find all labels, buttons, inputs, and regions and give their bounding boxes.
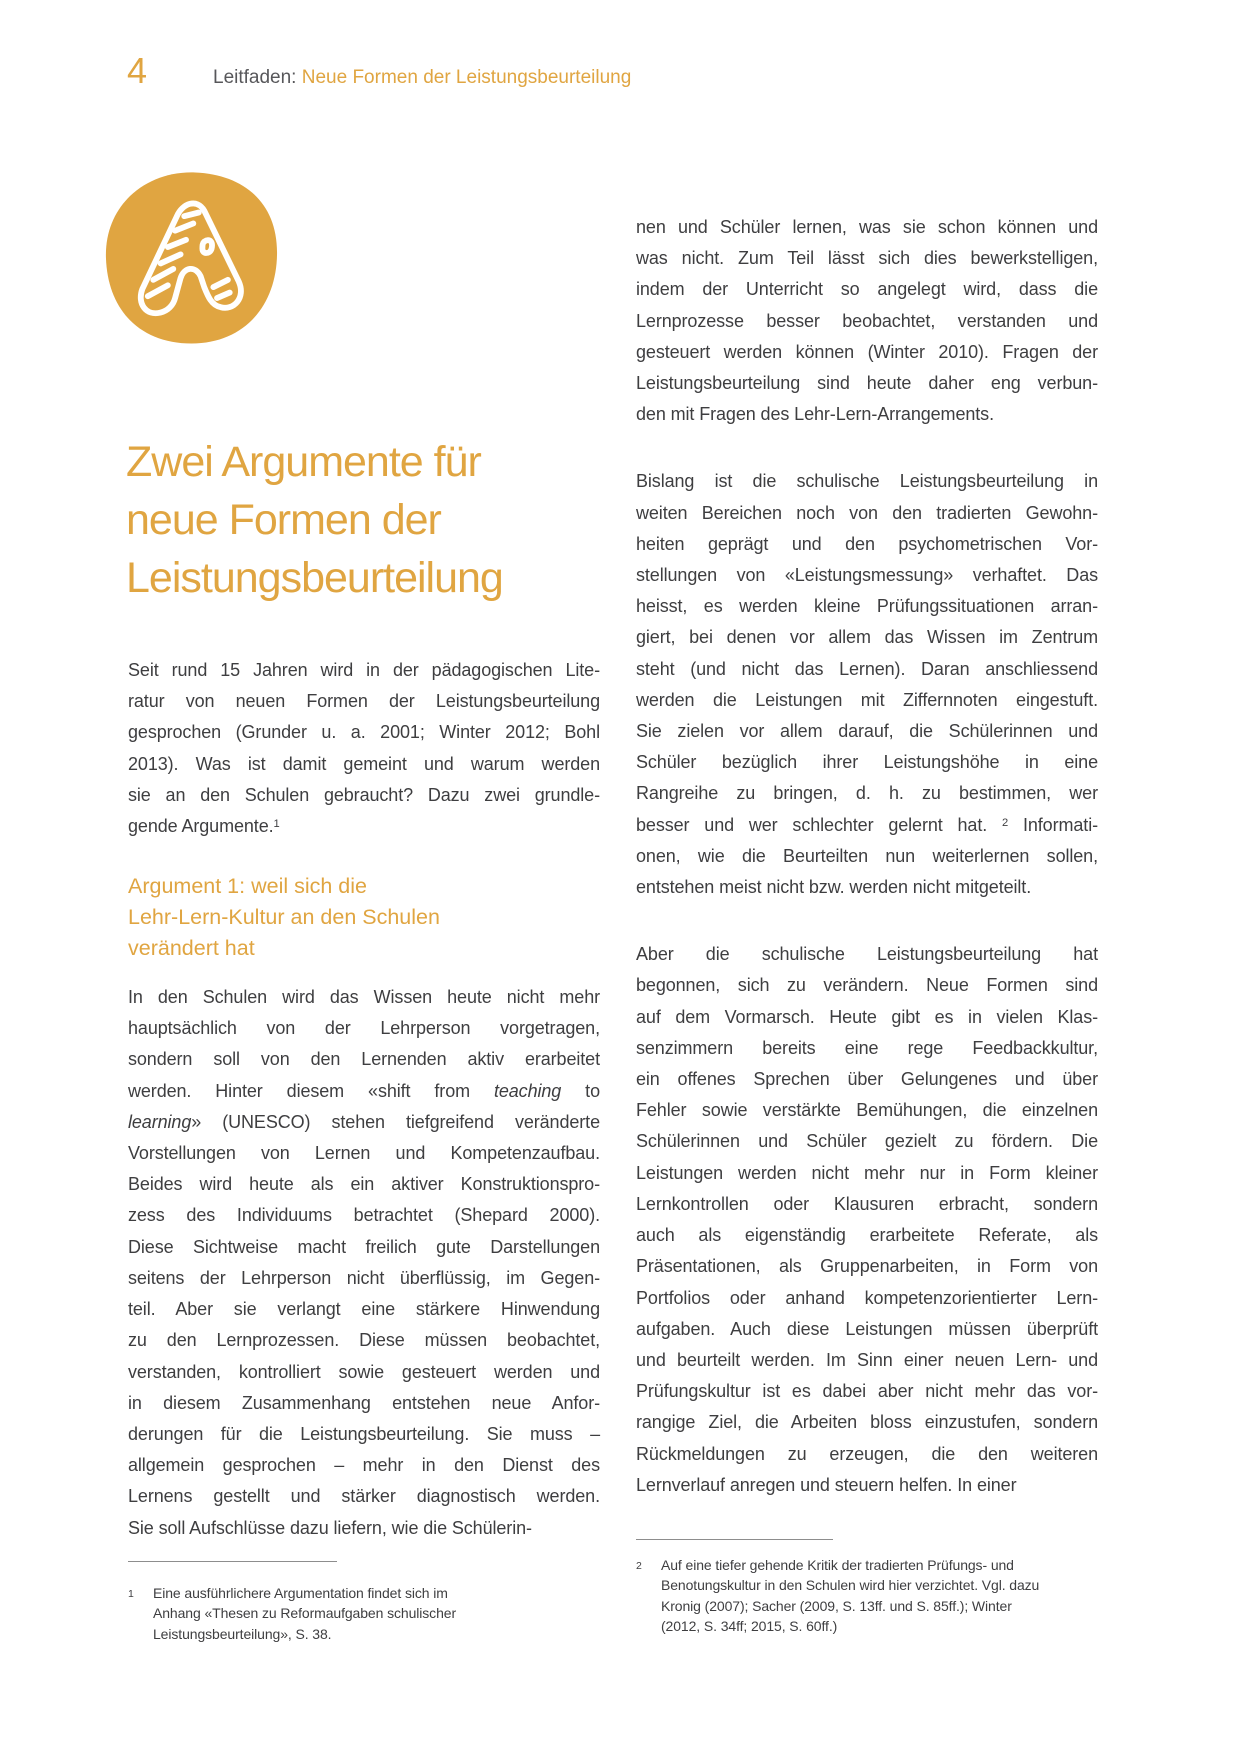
intro-paragraph (128, 655, 600, 842)
text-line: Aber die schulische Leistungsbeurteilung hat (636, 944, 1098, 965)
text-line: giert, bei denen vor allem das Wissen im Zentrum (636, 627, 1098, 648)
text-line: Präsentationen, als Gruppenarbeiten, in Form von (636, 1256, 1098, 1277)
footnote-2 (636, 1539, 1156, 1637)
text-line: Vorstellungen von Lernen und Kompetenzaufbau. (128, 1143, 600, 1164)
text-line: Leistungsbeurteilung sind heute daher eng verbun- (636, 373, 1098, 394)
text-line: derungen für die Leistungsbeurteilung. Sie muss – (128, 1423, 600, 1444)
text-line: neue Formen der (126, 495, 441, 544)
text-line: heisst, es werden kleine Prüfungssituationen arran- (636, 596, 1098, 617)
text-line: indem der Unterricht so angelegt wird, dass die (636, 279, 1098, 300)
text-line: was nicht. Zum Teil lässt sich dies bewerkstelligen, (636, 248, 1098, 269)
footnote-item (636, 1555, 1156, 1637)
text-line: den mit Fragen des Lehr-Lern-Arrangements. (636, 404, 994, 425)
text-line: in diesem Zusammenhang entstehen neue Anfor- (128, 1392, 600, 1413)
tradition-paragraph (636, 466, 1098, 903)
footnote-marker: 1 (128, 1588, 134, 1600)
text-line: Kronig (2007); Sacher (2009, S. 13ff. und S. 85ff.); Winter (661, 1597, 1012, 1614)
text-line: auch als eigenständig erarbeitete Referate, als (636, 1225, 1098, 1246)
text-line: sie an den Schulen gebraucht? Dazu zwei grundle- (128, 784, 600, 805)
doc-title: Neue Formen der Leistungsbeurteilung (301, 67, 632, 88)
text-line: Beides wird heute als ein aktiver Konstruktionspro- (128, 1174, 600, 1195)
text-line: onen, wie die Beurteilten nun weiterlernen sollen, (636, 845, 1098, 866)
running-header (213, 66, 631, 90)
doc-title-prefix: Leitfaden: (213, 67, 297, 88)
argument-1-paragraph (128, 982, 600, 1544)
text-line: Eine ausführlichere Argumentation findet sich im (153, 1585, 448, 1601)
text-line: 2013). Was ist damit gemeint und warum werden (128, 753, 600, 774)
text-line: teil. Aber sie verlangt eine stärkere Hinwendung (128, 1299, 600, 1320)
text-line: ratur von neuen Formen der Leistungsbeurteilung (128, 691, 600, 712)
footnote-text (661, 1555, 1156, 1637)
text-line: Prüfungskultur ist es dabei aber nicht mehr das vor- (636, 1381, 1098, 1402)
text-line: seitens der Lehrperson nicht überflüssig, im Gegen- (128, 1267, 600, 1288)
text-line: Fehler sowie verstärkte Bemühungen, die einzelnen (636, 1100, 1098, 1121)
text-line: gesteuert werden können (Winter 2010). Fragen der (636, 341, 1098, 362)
argument-1-heading (128, 871, 600, 964)
text-line: steht (und nicht das Lernen). Daran anschliessend (636, 658, 1098, 679)
text-line: sondern soll von den Lernenden aktiv erarbeitet (128, 1049, 600, 1070)
text-line: Sie zielen vor allem darauf, die Schülerinnen und (636, 721, 1098, 742)
text-line: Leistungsbeurteilung (126, 553, 503, 602)
text-line: learning» (UNESCO) stehen tiefgreifend veränderte (128, 1111, 600, 1132)
text-line: verstanden, kontrolliert sowie gesteuert werden und (128, 1361, 600, 1382)
text-line: Rangreihe zu bringen, d. h. zu bestimmen, wer (636, 783, 1098, 804)
text-line: Leistungsbeurteilung», S. 38. (153, 1625, 332, 1642)
footnote-marker: 2 (636, 1560, 642, 1572)
right-column (636, 212, 1098, 1501)
text-line: Lernprozesse besser beobachtet, verstanden und (636, 310, 1098, 331)
text-line: Argument 1: weil sich die (128, 874, 367, 899)
text-line: allgemein gesprochen – mehr in den Dienst des (128, 1455, 600, 1476)
text-line: nen und Schüler lernen, was sie schon können und (636, 217, 1098, 237)
text-line: Rückmeldungen zu erzeugen, die den weiteren (636, 1443, 1098, 1464)
text-line: zu den Lernprozessen. Diese müssen beobachtet, (128, 1330, 600, 1351)
text-line: begonnen, sich zu verändern. Neue Formen sind (636, 975, 1098, 996)
footnote-text (153, 1583, 648, 1644)
footnote-item (128, 1583, 648, 1644)
text-line: Auf eine tiefer gehende Kritik der tradierten Prüfungs- und (661, 1557, 1014, 1573)
text-line: Lernverlauf anregen und steuern helfen. In einer (636, 1474, 1017, 1495)
text-line: Bislang ist die schulische Leistungsbeurteilung in (636, 471, 1098, 492)
text-line: verändert hat (128, 936, 255, 961)
text-line: Sie soll Aufschlüsse dazu liefern, wie die Schülerin- (128, 1517, 532, 1538)
continuation-paragraph (636, 212, 1098, 430)
text-line: ein offenes Sprechen über Gelungenes und über (636, 1069, 1098, 1090)
footnote-1 (128, 1561, 648, 1644)
letter-a-icon (99, 167, 284, 349)
text-line: Anhang «Thesen zu Reformaufgaben schulischer (153, 1605, 457, 1622)
text-line: Benotungskultur in den Schulen wird hier verzichtet. Vgl. dazu (661, 1577, 1040, 1594)
text-line: stellungen von «Leistungsmessung» verhaftet. Das (636, 565, 1098, 586)
text-line: weiten Bereichen noch von den tradierten Gewohn- (636, 502, 1098, 523)
page-number: 4 (127, 50, 148, 91)
text-line: (2012, S. 34ff; 2015, S. 60ff.) (661, 1618, 838, 1635)
text-line: senzimmern bereits eine rege Feedbackkultur, (636, 1037, 1098, 1058)
text-line: Lernens gestellt und stärker diagnostisch werden. (128, 1486, 600, 1507)
text-line: Leistungen werden nicht mehr nur in Form kleiner (636, 1162, 1098, 1183)
text-line: Portfolios oder anhand kompetenzorientierter Lern- (636, 1287, 1098, 1308)
footnote-rule (636, 1539, 833, 1540)
text-line: hauptsächlich von der Lehrperson vorgetragen, (128, 1018, 600, 1039)
text-line: gesprochen (Grunder u. a. 2001; Winter 2012; Bohl (128, 722, 600, 743)
text-line: entstehen meist nicht bzw. werden nicht mitgeteilt. (636, 877, 1032, 898)
text-line: und beurteilt werden. Im Sinn einer neuen Lern- und (636, 1349, 1098, 1370)
text-line: auf dem Vormarsch. Heute gibt es in vielen Klas- (636, 1006, 1098, 1027)
text-line: aufgaben. Auch diese Leistungen müssen überprüft (636, 1318, 1098, 1339)
text-line: Seit rund 15 Jahren wird in der pädagogischen Lite- (128, 660, 600, 680)
text-line: Schülerinnen und Schüler gezielt zu fördern. Die (636, 1131, 1098, 1152)
text-line: werden die Leistungen mit Ziffernnoten eingestuft. (636, 689, 1098, 710)
text-line: Schüler bezüglich ihrer Leistungshöhe in eine (636, 752, 1098, 773)
text-line: Lehr-Lern-Kultur an den Schulen (128, 905, 440, 930)
left-column (128, 655, 600, 1544)
new-forms-paragraph (636, 939, 1098, 1501)
text-line: zess des Individuums betrachtet (Shepard 2000). (128, 1205, 600, 1226)
text-line: besser und wer schlechter gelernt hat. $^2$ Informati- (636, 814, 1098, 835)
text-line: gende Argumente.$^1$ (128, 816, 280, 837)
text-line: werden. Hinter diesem «shift from teaching to (128, 1080, 600, 1101)
text-line: heiten geprägt und den psychometrischen Vor- (636, 533, 1098, 554)
text-line: In den Schulen wird das Wissen heute nicht mehr (128, 987, 600, 1008)
text-line: Diese Sichtweise macht freilich gute Darstellungen (128, 1236, 600, 1257)
footnote-rule (128, 1561, 337, 1562)
text-line: rangige Ziel, die Arbeiten bloss einzustufen, sondern (636, 1412, 1098, 1433)
text-line: Lernkontrollen oder Klausuren erbracht, sondern (636, 1193, 1098, 1214)
text-line: Zwei Argumente für (126, 437, 481, 486)
